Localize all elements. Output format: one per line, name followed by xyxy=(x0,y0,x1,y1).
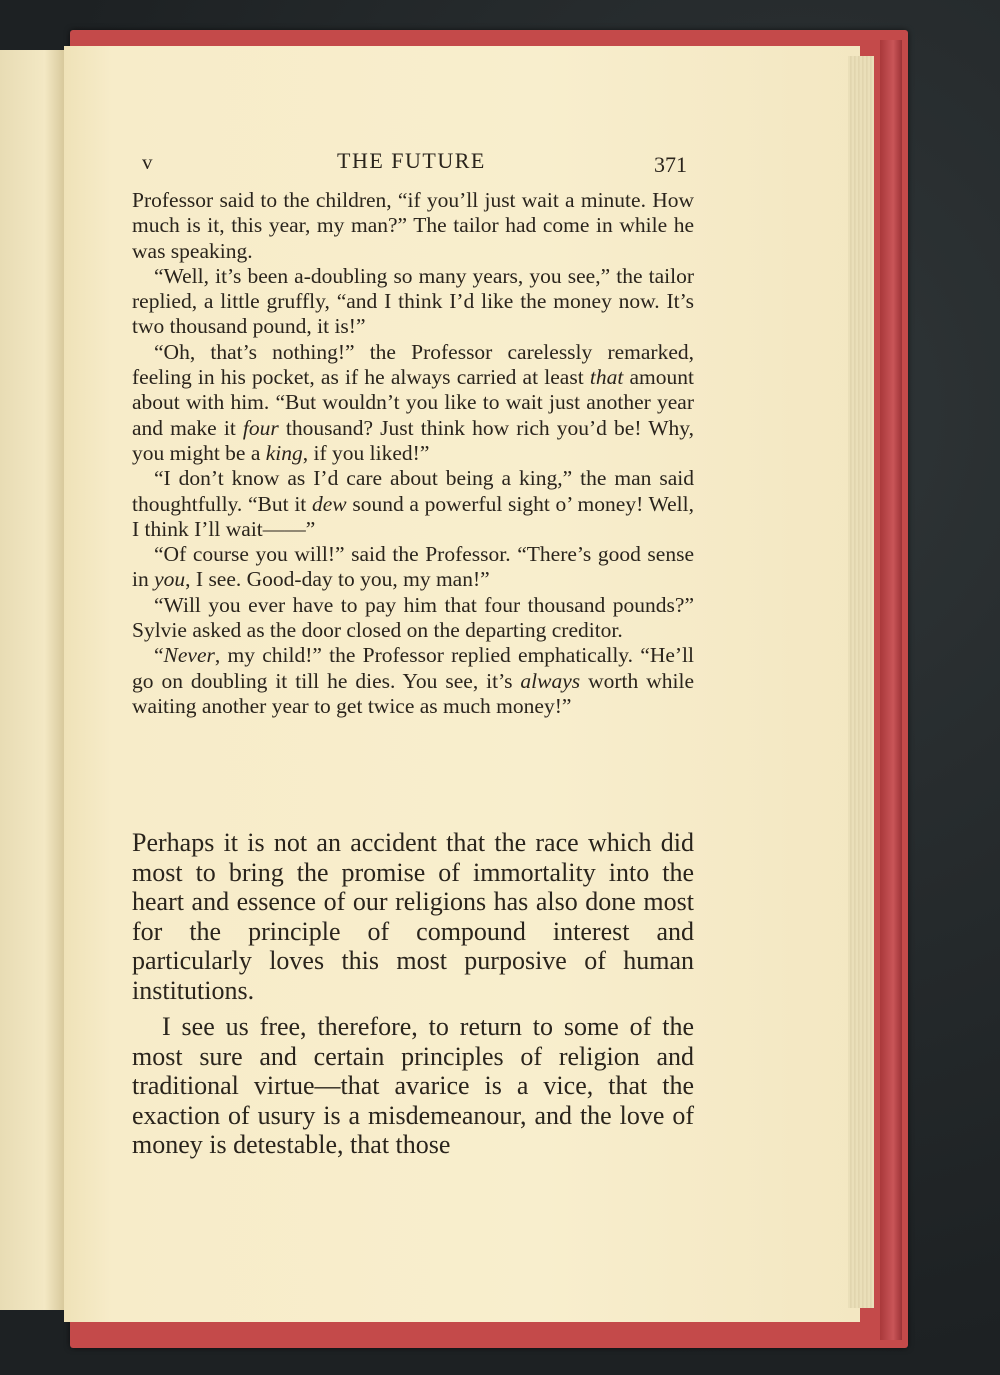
quote-paragraph: “Never, my child!” the Professor replied emphatically. “He’ll go on doubling it till he dies. You see, it’s always worth while waiting another year to get twice as much money!” xyxy=(132,643,694,718)
page-stack-edge xyxy=(848,56,874,1308)
quote-paragraph: “Of course you will!” said the Professor. “There’s good sense in you, I see. Good-day to you, my man!” xyxy=(132,542,694,592)
quote-paragraph: “Will you ever have to pay him that four thousand pounds?” Sylvie asked as the door closed on the departing creditor. xyxy=(132,592,694,643)
quote-paragraph: “Oh, that’s nothing!” the Professor carelessly remarked, feeling in his pocket, as if he always carried at least that amount about with him. “But wouldn’t you like to wait just another year and make it four thousand? Just think how rich you’d be! Why, you might be a king, if you liked!” xyxy=(132,339,694,465)
left-page-edge xyxy=(0,50,64,1310)
quote-paragraph: “I don’t know as I’d care about being a king,” the man said thoughtfully. “But it dew sound a powerful sight o’ money! Well, I think I’ll wait——” xyxy=(132,466,694,541)
body-paragraph: I see us free, therefore, to return to some of the most sure and certain principles of religion and traditional virtue—that avarice is a vice, that the exaction of usury is a misdemeanour, and the love of money is detestable, that those xyxy=(132,1012,694,1159)
quoted-passage xyxy=(132,188,694,719)
running-header xyxy=(142,148,687,178)
running-title: THE FUTURE xyxy=(337,148,486,173)
quote-paragraph: Professor said to the children, “if you’ll just wait a minute. How much is it, this year, my man?” The tailor had come in while he was speaking. xyxy=(132,188,694,263)
body-paragraph: Perhaps it is not an accident that the race which did most to bring the promise of immortality into the heart and essence of our religions has also done most for the principle of compound interest and particularly loves this most purposive of human institutions. xyxy=(132,828,694,1005)
quote-paragraph: “Well, it’s been a-doubling so many years, you see,” the tailor replied, a little gruffly, “and I think I’d like the money now. It’s two thousand pound, it is!” xyxy=(132,263,694,339)
chapter-number: v xyxy=(142,150,153,174)
body-text xyxy=(132,828,694,1167)
page-number: 371 xyxy=(654,152,687,177)
cover-spine-edge xyxy=(880,40,902,1340)
